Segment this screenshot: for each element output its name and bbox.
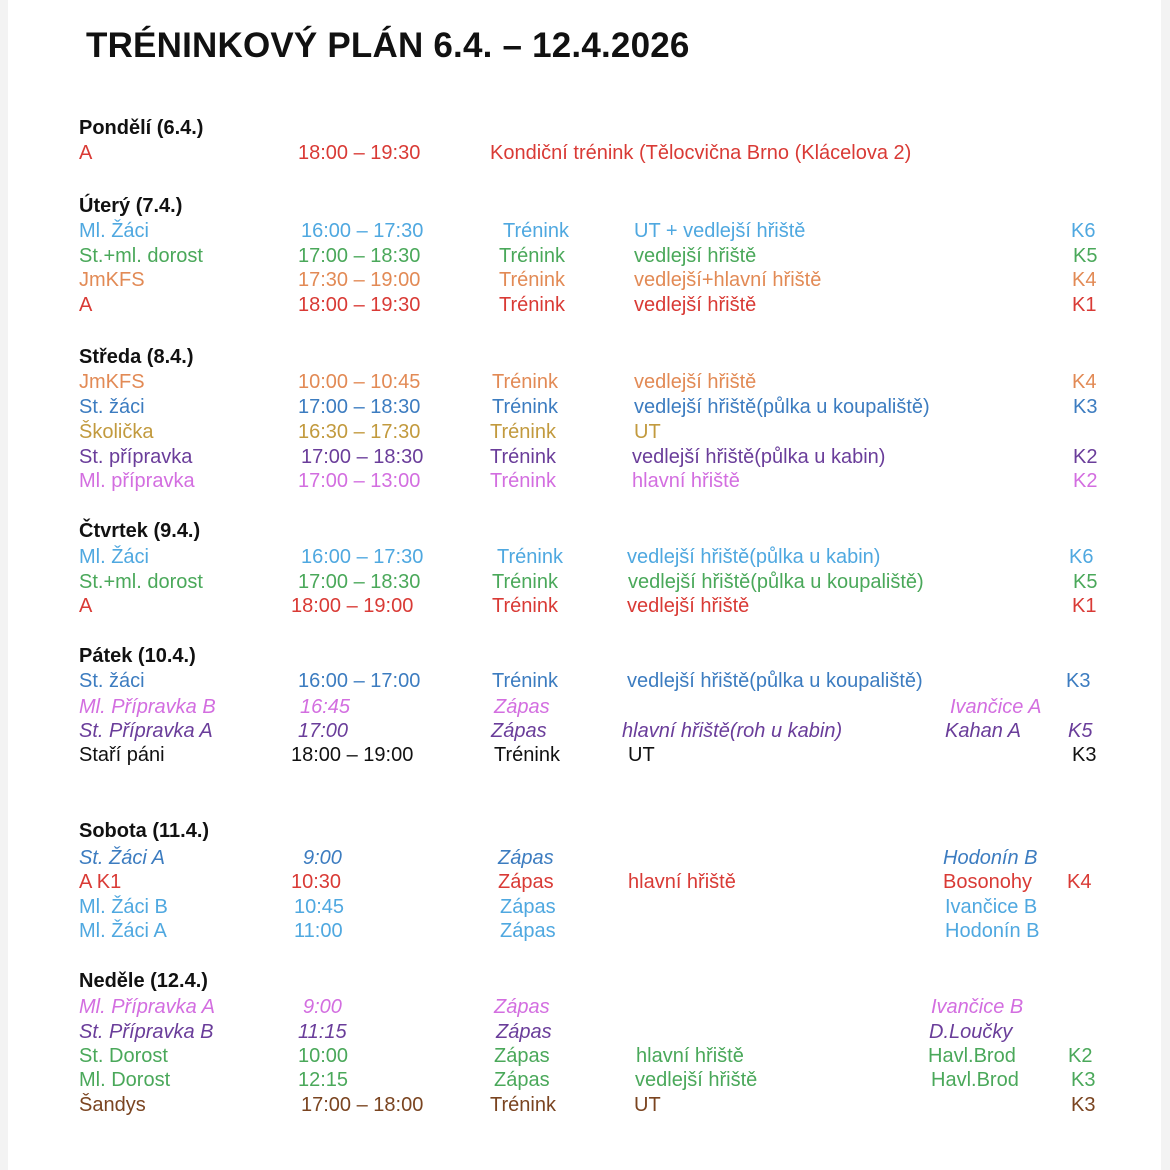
team-cell: Ml. přípravka — [79, 470, 195, 492]
schedule-row — [0, 446, 1170, 470]
schedule-row — [0, 920, 1170, 944]
time-cell: 16:00 – 17:00 — [298, 670, 421, 692]
locker-cell: K6 — [1069, 546, 1094, 568]
time-cell: 17:00 – 18:30 — [301, 446, 424, 468]
schedule-row — [0, 294, 1170, 318]
activity-cell: Trénink — [492, 396, 558, 418]
activity-cell: Trénink — [490, 1094, 556, 1116]
time-cell: 16:45 — [300, 696, 351, 718]
activity-cell: Zápas — [498, 871, 554, 893]
locker-cell: K5 — [1068, 720, 1093, 742]
locker-cell: K4 — [1067, 871, 1092, 893]
opponent-cell: Ivančice B — [945, 896, 1038, 918]
time-cell: 17:00 — [298, 720, 349, 742]
schedule-row — [0, 595, 1170, 619]
activity-cell: Zápas — [491, 720, 547, 742]
time-cell: 10:45 — [294, 896, 345, 918]
schedule-row — [0, 1094, 1170, 1118]
activity-cell: Kondiční trénink (Tělocvična Brno (Klácelova 2) — [490, 142, 912, 164]
schedule-row — [0, 896, 1170, 920]
activity-cell: Zápas — [500, 920, 556, 942]
activity-cell: Trénink — [497, 546, 563, 568]
team-cell: A — [79, 595, 93, 617]
opponent-cell: Kahan A — [945, 720, 1021, 742]
day-heading-tuesday: Úterý (7.4.) — [79, 195, 183, 217]
team-cell: JmKFS — [79, 371, 145, 393]
schedule-row — [0, 245, 1170, 269]
time-cell: 9:00 — [303, 996, 342, 1018]
place-cell: vedlejší hřiště(půlka u koupaliště) — [627, 670, 923, 692]
time-cell: 17:00 – 18:30 — [298, 396, 421, 418]
time-cell: 17:00 – 18:00 — [301, 1094, 424, 1116]
activity-cell: Zápas — [500, 896, 556, 918]
time-cell: 10:00 – 10:45 — [298, 371, 421, 393]
opponent-cell: Bosonohy — [943, 871, 1032, 893]
activity-cell: Trénink — [492, 371, 558, 393]
team-cell: St. žáci — [79, 670, 145, 692]
activity-cell: Zápas — [496, 1021, 552, 1043]
time-cell: 16:30 – 17:30 — [298, 421, 421, 443]
team-cell: Ml. Žáci — [79, 546, 149, 568]
place-cell: UT — [634, 1094, 661, 1116]
day-heading-sunday: Neděle (12.4.) — [79, 970, 208, 992]
team-cell: JmKFS — [79, 269, 145, 291]
locker-cell: K5 — [1073, 245, 1098, 267]
opponent-cell: Ivančice A — [950, 696, 1042, 718]
schedule-row — [0, 571, 1170, 595]
time-cell: 18:00 – 19:30 — [298, 294, 421, 316]
day-heading-monday: Pondělí (6.4.) — [79, 117, 204, 139]
locker-cell: K4 — [1072, 371, 1097, 393]
schedule-row — [0, 720, 1170, 744]
place-cell: vedlejší hřiště — [634, 245, 757, 267]
place-cell: hlavní hřiště — [636, 1045, 744, 1067]
schedule-row — [0, 696, 1170, 720]
place-cell: vedlejší hřiště(půlka u kabin) — [627, 546, 881, 568]
activity-cell: Trénink — [492, 670, 558, 692]
time-cell: 11:15 — [298, 1021, 347, 1043]
time-cell: 9:00 — [303, 847, 342, 869]
place-cell: vedlejší+hlavní hřiště — [634, 269, 822, 291]
locker-cell: K3 — [1072, 744, 1097, 766]
place-cell: hlavní hřiště — [628, 871, 736, 893]
opponent-cell: Ivančice B — [931, 996, 1024, 1018]
place-cell: vedlejší hřiště — [627, 595, 750, 617]
team-cell: Ml. Přípravka B — [79, 696, 216, 718]
activity-cell: Trénink — [490, 421, 556, 443]
schedule-row — [0, 371, 1170, 395]
time-cell: 10:30 — [291, 871, 342, 893]
locker-cell: K4 — [1072, 269, 1097, 291]
schedule-row — [0, 847, 1170, 871]
schedule-row — [0, 1045, 1170, 1069]
team-cell: Školička — [79, 421, 154, 443]
team-cell: St. Žáci A — [79, 847, 165, 869]
time-cell: 12:15 — [298, 1069, 349, 1091]
schedule-row — [0, 1069, 1170, 1093]
team-cell: A — [79, 142, 93, 164]
locker-cell: K2 — [1068, 1045, 1093, 1067]
locker-cell: K3 — [1071, 1069, 1096, 1091]
schedule-row — [0, 396, 1170, 420]
team-cell: St. žáci — [79, 396, 145, 418]
schedule-row — [0, 670, 1170, 694]
activity-cell: Trénink — [499, 269, 565, 291]
opponent-cell: Hodonín B — [945, 920, 1040, 942]
activity-cell: Trénink — [499, 245, 565, 267]
place-cell: vedlejší hřiště — [634, 294, 757, 316]
schedule-row — [0, 1021, 1170, 1045]
place-cell: vedlejší hřiště(půlka u koupaliště) — [634, 396, 930, 418]
activity-cell: Trénink — [490, 446, 556, 468]
time-cell: 17:30 – 19:00 — [298, 269, 421, 291]
time-cell: 17:00 – 18:30 — [298, 571, 421, 593]
time-cell: 17:00 – 13:00 — [298, 470, 421, 492]
day-heading-friday: Pátek (10.4.) — [79, 645, 196, 667]
time-cell: 11:00 — [294, 920, 343, 942]
locker-cell: K2 — [1073, 470, 1098, 492]
team-cell: A K1 — [79, 871, 122, 893]
schedule-row — [0, 421, 1170, 445]
locker-cell: K1 — [1072, 294, 1097, 316]
schedule-row — [0, 546, 1170, 570]
team-cell: Ml. Žáci A — [79, 920, 167, 942]
activity-cell: Trénink — [492, 571, 558, 593]
team-cell: St.+ml. dorost — [79, 571, 203, 593]
place-cell: hlavní hřiště(roh u kabin) — [622, 720, 843, 742]
locker-cell: K5 — [1073, 571, 1098, 593]
place-cell: UT — [628, 744, 655, 766]
team-cell: St. přípravka — [79, 446, 193, 468]
schedule-row — [0, 142, 1170, 166]
time-cell: 17:00 – 18:30 — [298, 245, 421, 267]
activity-cell: Zápas — [494, 1045, 550, 1067]
place-cell: vedlejší hřiště — [635, 1069, 758, 1091]
activity-cell: Trénink — [499, 294, 565, 316]
schedule-row — [0, 269, 1170, 293]
place-cell: vedlejší hřiště(půlka u kabin) — [632, 446, 886, 468]
activity-cell: Zápas — [494, 1069, 550, 1091]
team-cell: Staří páni — [79, 744, 165, 766]
activity-cell: Zápas — [498, 847, 554, 869]
schedule-row — [0, 220, 1170, 244]
activity-cell: Zápas — [494, 996, 550, 1018]
team-cell: Ml. Žáci B — [79, 896, 168, 918]
team-cell: St. Přípravka B — [79, 1021, 214, 1043]
team-cell: Šandys — [79, 1094, 146, 1116]
day-heading-thursday: Čtvrtek (9.4.) — [79, 520, 201, 542]
schedule-row — [0, 744, 1170, 768]
team-cell: St. Dorost — [79, 1045, 168, 1067]
team-cell: Ml. Přípravka A — [79, 996, 215, 1018]
time-cell: 16:00 – 17:30 — [301, 546, 424, 568]
team-cell: A — [79, 294, 93, 316]
activity-cell: Trénink — [492, 595, 558, 617]
time-cell: 18:00 – 19:00 — [291, 744, 414, 766]
team-cell: Ml. Žáci — [79, 220, 149, 242]
place-cell: vedlejší hřiště(půlka u koupaliště) — [628, 571, 924, 593]
locker-cell: K6 — [1071, 220, 1096, 242]
team-cell: Ml. Dorost — [79, 1069, 171, 1091]
locker-cell: K3 — [1066, 670, 1091, 692]
team-cell: St. Přípravka A — [79, 720, 213, 742]
time-cell: 10:00 — [298, 1045, 349, 1067]
day-heading-saturday: Sobota (11.4.) — [79, 820, 210, 842]
time-cell: 18:00 – 19:30 — [298, 142, 421, 164]
place-cell: UT — [634, 421, 661, 443]
place-cell: hlavní hřiště — [632, 470, 740, 492]
locker-cell: K1 — [1072, 595, 1097, 617]
activity-cell: Trénink — [490, 470, 556, 492]
locker-cell: K2 — [1073, 446, 1098, 468]
opponent-cell: Havl.Brod — [931, 1069, 1019, 1091]
page-title: TRÉNINKOVÝ PLÁN 6.4. – 12.4.2026 — [86, 26, 690, 65]
schedule-row — [0, 470, 1170, 494]
time-cell: 18:00 – 19:00 — [291, 595, 414, 617]
opponent-cell: Hodonín B — [943, 847, 1038, 869]
place-cell: UT + vedlejší hřiště — [634, 220, 806, 242]
activity-cell: Zápas — [494, 696, 550, 718]
schedule-row — [0, 996, 1170, 1020]
locker-cell: K3 — [1073, 396, 1098, 418]
locker-cell: K3 — [1071, 1094, 1096, 1116]
time-cell: 16:00 – 17:30 — [301, 220, 424, 242]
day-heading-wednesday: Středa (8.4.) — [79, 346, 194, 368]
opponent-cell: D.Loučky — [929, 1021, 1013, 1043]
schedule-row — [0, 871, 1170, 895]
team-cell: St.+ml. dorost — [79, 245, 203, 267]
opponent-cell: Havl.Brod — [928, 1045, 1016, 1067]
place-cell: vedlejší hřiště — [634, 371, 757, 393]
activity-cell: Trénink — [503, 220, 569, 242]
activity-cell: Trénink — [494, 744, 560, 766]
